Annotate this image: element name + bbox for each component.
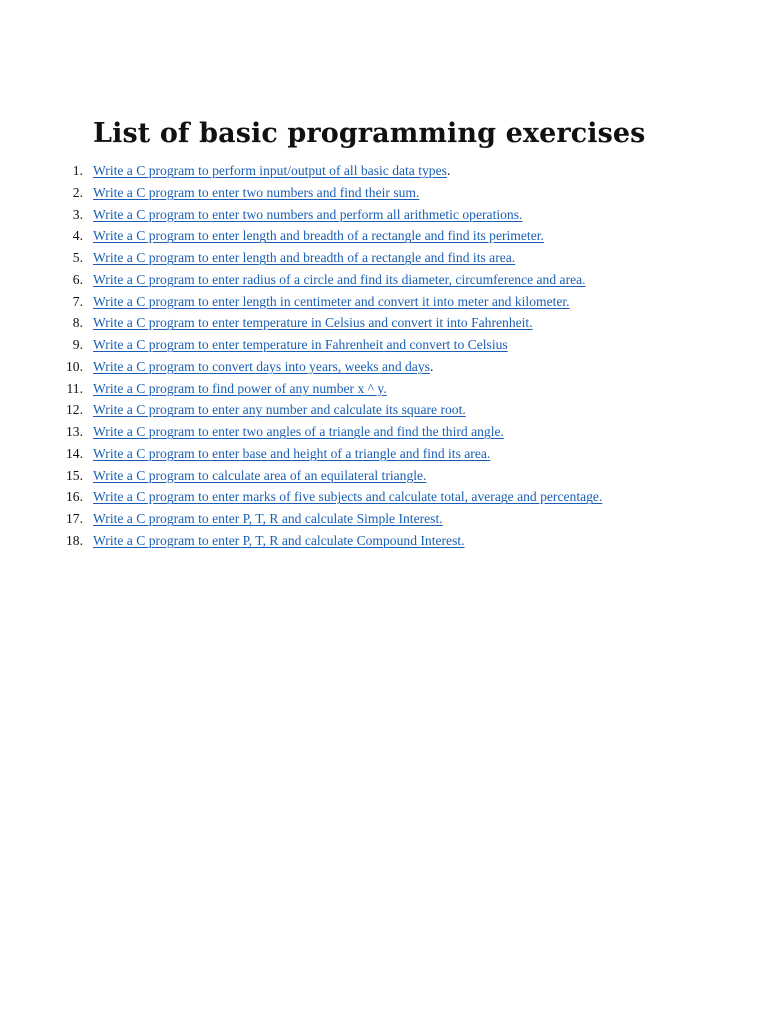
item-number: 13. bbox=[66, 424, 83, 439]
list-item bbox=[60, 401, 676, 418]
exercise-list bbox=[60, 162, 676, 554]
item-number: 9. bbox=[72, 337, 83, 352]
exercise-link[interactable]: Write a C program to enter two angles of a triangle and find the third angle. bbox=[93, 424, 504, 439]
item-number: 4. bbox=[72, 228, 83, 244]
exercise-link[interactable]: Write a C program to calculate area of an equilateral triangle. bbox=[93, 467, 427, 483]
item-number: 14. bbox=[66, 445, 83, 461]
list-item bbox=[60, 423, 676, 440]
item-number: 1. bbox=[72, 163, 83, 178]
item-trailing-punctuation: . bbox=[429, 358, 434, 374]
exercise-link[interactable]: Write a C program to enter two numbers and perform all arithmetic operations. bbox=[93, 206, 523, 222]
list-item bbox=[60, 488, 676, 505]
item-number: 15. bbox=[66, 467, 83, 483]
exercise-link[interactable]: Write a C program to enter length in centimeter and convert it into meter and kilometer. bbox=[93, 293, 570, 309]
exercise-link[interactable]: Write a C program to perform input/output of all basic data types bbox=[93, 163, 447, 178]
item-number: 3. bbox=[72, 206, 83, 222]
list-item bbox=[60, 162, 676, 179]
item-number: 6. bbox=[72, 271, 83, 287]
exercise-link[interactable]: Write a C program to enter two numbers and find their sum. bbox=[93, 184, 420, 200]
item-number: 2. bbox=[72, 184, 83, 200]
exercise-link[interactable]: Write a C program to enter length and breadth of a rectangle and find its area. bbox=[93, 250, 516, 265]
exercise-link[interactable]: Write a C program to enter temperature in Celsius and convert it into Fahrenheit. bbox=[93, 315, 533, 331]
item-number: 16. bbox=[66, 489, 83, 505]
exercise-link[interactable]: Write a C program to enter P, T, R and calculate Simple Interest. bbox=[93, 511, 443, 526]
item-number: 7. bbox=[72, 293, 83, 309]
item-number: 11. bbox=[66, 380, 83, 396]
item-trailing-punctuation: . bbox=[446, 163, 451, 178]
item-number: 10. bbox=[66, 358, 83, 374]
list-item bbox=[60, 510, 676, 527]
list-item bbox=[60, 358, 676, 375]
list-item bbox=[60, 532, 676, 549]
list-item bbox=[60, 249, 676, 266]
list-item bbox=[60, 336, 676, 353]
item-number: 12. bbox=[66, 402, 83, 418]
exercise-link[interactable]: Write a C program to enter radius of a circle and find its diameter, circumference and area. bbox=[93, 271, 586, 287]
list-item bbox=[60, 206, 676, 223]
list-item bbox=[60, 380, 676, 397]
list-item bbox=[60, 184, 676, 201]
list-item bbox=[60, 271, 676, 288]
item-number: 17. bbox=[66, 511, 83, 526]
exercise-link[interactable]: Write a C program to enter base and height of a triangle and find its area. bbox=[93, 445, 491, 461]
item-number: 8. bbox=[72, 315, 83, 331]
list-item bbox=[60, 227, 676, 244]
list-item bbox=[60, 314, 676, 331]
exercise-link[interactable]: Write a C program to enter length and breadth of a rectangle and find its perimeter. bbox=[93, 228, 544, 244]
exercise-link[interactable]: Write a C program to enter marks of five subjects and calculate total, average and percentage. bbox=[93, 489, 603, 505]
item-number: 5. bbox=[72, 250, 83, 265]
list-item bbox=[60, 445, 676, 462]
page-title: List of basic programming exercises bbox=[93, 118, 646, 149]
exercise-link[interactable]: Write a C program to convert days into years, weeks and days bbox=[93, 358, 430, 374]
exercise-link[interactable]: Write a C program to enter P, T, R and calculate Compound Interest. bbox=[93, 532, 465, 548]
item-number: 18. bbox=[66, 532, 83, 548]
exercise-link[interactable]: Write a C program to find power of any number x ^ y. bbox=[93, 380, 387, 396]
list-item bbox=[60, 467, 676, 484]
list-item bbox=[60, 293, 676, 310]
exercise-link[interactable]: Write a C program to enter temperature in Fahrenheit and convert to Celsius bbox=[93, 337, 508, 352]
exercise-link[interactable]: Write a C program to enter any number and calculate its square root. bbox=[93, 402, 466, 418]
